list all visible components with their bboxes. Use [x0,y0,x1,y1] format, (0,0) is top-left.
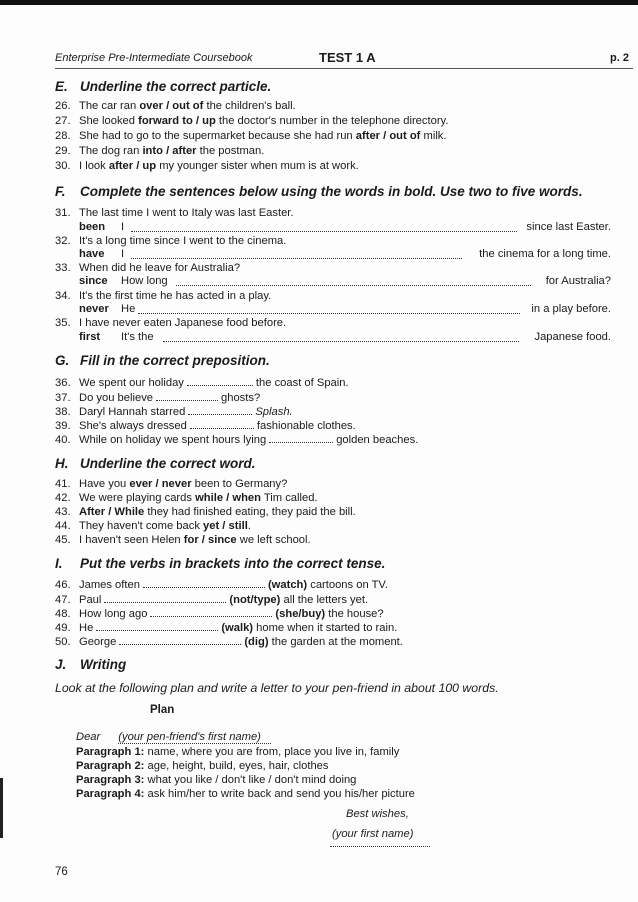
paragraph-1: Paragraph 1: name, where you are from, place you live in, family [76,746,400,758]
answer-line-32[interactable] [131,258,462,259]
scan-edge-mark [0,778,3,838]
answer-line-34[interactable] [138,313,520,314]
writing-instruction: Look at the following plan and write a letter to your pen-friend in about 100 words. [55,681,499,695]
item-27: 27. She looked forward to / up the doctor's number in the telephone directory. [55,115,449,127]
keyword-have: have [79,248,105,260]
answer-line-33[interactable] [176,285,531,286]
plan-heading: Plan [150,704,175,716]
paragraph-2: Paragraph 2: age, height, build, eyes, hair, clothes [76,760,329,772]
item-47: 47. Paul (not/type) all the letters yet. [55,594,369,606]
item-35: 35. I have never eaten Japanese food before. [55,317,287,329]
keyword-first: first [79,331,101,343]
item-31: 31. The last time I went to Italy was last Easter. [55,207,294,219]
paragraph-3: Paragraph 3: what you like / don't like / don't mind doing [76,774,357,786]
section-e-heading: E. Underline the correct particle. [55,79,272,94]
item-26: 26. The car ran over / out of the children's ball. [55,100,296,112]
item-50: 50. George (dig) the garden at the moment. [55,636,403,648]
answer-line-35[interactable] [163,341,519,342]
section-i-heading: I. Put the verbs in brackets into the correct tense. [55,556,386,571]
page-number: 76 [55,866,68,878]
section-g-heading: G. Fill in the correct preposition. [55,353,270,368]
item-28: 28. She had to go to the supermarket because she had run after / out of milk. [55,130,447,142]
coursebook-title: Enterprise Pre-Intermediate Coursebook [55,52,253,64]
item-30: 30. I look after / up my younger sister when mum is at work. [55,160,359,172]
pen-friend-name-field: (your pen-friend's first name) [118,731,271,744]
letter-salutation: Dear (your pen-friend's first name) [76,731,271,744]
section-h-heading: H. Underline the correct word. [55,456,256,471]
signature-line [330,846,430,847]
item-42: 42. We were playing cards while / when Tim called. [55,492,318,504]
item-29: 29. The dog ran into / after the postman. [55,145,265,157]
page-header [55,50,633,69]
item-38: 38. Daryl Hannah starred Splash. [55,406,293,418]
item-41: 41. Have you ever / never been to Germany? [55,478,288,490]
section-j-heading: J. Writing [55,657,127,672]
letter-closing: Best wishes, [346,808,409,820]
keyword-since: since [79,275,108,287]
item-32: 32. It's a long time since I went to the cinema. [55,235,287,247]
item-45: 45. I haven't seen Helen for / since we left school. [55,534,311,546]
item-40: 40. While on holiday we spent hours lying golden beaches. [55,434,419,446]
test-title: TEST 1 A [319,50,376,65]
item-33: 33. When did he leave for Australia? [55,262,241,274]
item-46: 46. James often (watch) cartoons on TV. [55,579,388,591]
item-36: 36. We spent our holiday the coast of Spain. [55,377,349,389]
item-43: 43. After / While they had finished eating, they paid the bill. [55,506,356,518]
keyword-never: never [79,303,109,315]
section-f-heading: F. Complete the sentences below using the words in bold. Use two to five words. [55,184,583,199]
letter-signature: (your first name) [332,828,414,840]
item-37: 37. Do you believe ghosts? [55,392,261,404]
item-49: 49. He (walk) home when it started to rain. [55,622,398,634]
item-34: 34. It's the first time he has acted in a play. [55,290,272,302]
keyword-been: been [79,221,106,233]
top-border [0,0,638,5]
item-48: 48. How long ago (she/buy) the house? [55,608,384,620]
item-44: 44. They haven't come back yet / still. [55,520,251,532]
item-39: 39. She's always dressed fashionable clothes. [55,420,356,432]
answer-line-31[interactable] [131,231,517,232]
paragraph-4: Paragraph 4: ask him/her to write back and send you his/her picture [76,788,415,800]
page-label: p. 2 [610,52,629,64]
